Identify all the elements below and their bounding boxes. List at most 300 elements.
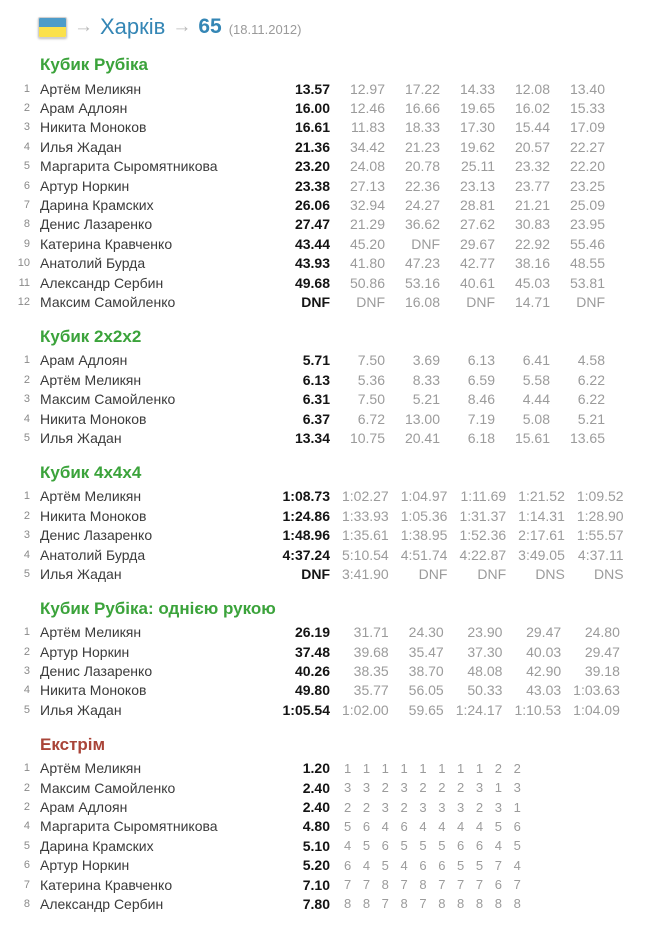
attempt-result: 4:22.87 bbox=[459, 546, 507, 563]
attempt-result: 6.59 bbox=[467, 371, 495, 388]
attempt-result: 1:35.61 bbox=[342, 527, 389, 544]
competitor-name: Артём Меликян bbox=[40, 80, 142, 97]
result-row bbox=[0, 875, 525, 894]
attempt-result: 12.08 bbox=[514, 80, 550, 97]
result-row bbox=[0, 234, 605, 253]
rank: 2 bbox=[23, 102, 30, 115]
attempt-result: 45.03 bbox=[514, 274, 550, 291]
attempt-result: 14.33 bbox=[459, 80, 495, 97]
result-row bbox=[0, 409, 605, 428]
attempt-result: 29.67 bbox=[459, 235, 495, 252]
attempt-result: 22.92 bbox=[514, 235, 550, 252]
attempt-result: 7.50 bbox=[357, 352, 385, 369]
attempt-result: 32.94 bbox=[349, 197, 385, 214]
rank: 10 bbox=[17, 257, 30, 270]
attempt-result: 5.58 bbox=[522, 371, 550, 388]
attempt-result: 15.44 bbox=[514, 119, 550, 136]
attempt-result: 1:52.36 bbox=[459, 527, 507, 544]
attempt-result: 21.29 bbox=[349, 216, 385, 233]
result-row bbox=[0, 370, 605, 389]
flag-yellow-stripe bbox=[39, 27, 66, 37]
competitor-name: Артём Меликян bbox=[40, 760, 142, 777]
attempt-result: 1:03.63 bbox=[573, 682, 620, 699]
rank: 8 bbox=[23, 897, 30, 910]
attempt-result: 14.71 bbox=[514, 293, 550, 310]
average-result: DNF bbox=[301, 565, 330, 582]
competitor-name: Максим Самойленко bbox=[40, 293, 176, 310]
attempt-result: 11.83 bbox=[351, 119, 385, 136]
rank: 5 bbox=[23, 160, 30, 173]
average-result: 23.20 bbox=[294, 158, 330, 175]
attempt-result: 40.61 bbox=[459, 274, 495, 291]
attempt-result: 55.46 bbox=[569, 235, 605, 252]
rank: 5 bbox=[23, 703, 30, 716]
attempt-result: 21.23 bbox=[404, 138, 440, 155]
attempt-result: 12.97 bbox=[349, 80, 385, 97]
attempt-result: 13.00 bbox=[404, 410, 440, 427]
result-row bbox=[0, 564, 624, 583]
average-result: 6.31 bbox=[302, 391, 330, 408]
attempt-result: 53.16 bbox=[404, 274, 440, 291]
competitor-name: Максим Самойленко bbox=[40, 391, 176, 408]
attempt-digits: 4 5 6 5 5 5 6 6 4 5 bbox=[344, 838, 525, 854]
rank: 1 bbox=[23, 490, 30, 503]
rank: 1 bbox=[23, 354, 30, 367]
attempt-result: 23.32 bbox=[514, 158, 550, 175]
attempt-result: 25.11 bbox=[461, 158, 495, 175]
attempt-result: 20.41 bbox=[404, 429, 440, 446]
attempt-result: 3:41.90 bbox=[342, 565, 389, 582]
average-result: 5.71 bbox=[302, 352, 330, 369]
attempt-result: 8.33 bbox=[412, 371, 440, 388]
arrow-icon: → bbox=[172, 16, 192, 37]
competitor-name: Никита Моноков bbox=[40, 410, 147, 427]
attempt-result: 24.80 bbox=[584, 624, 620, 641]
average-result: 26.06 bbox=[294, 197, 330, 214]
average-result: 21.36 bbox=[294, 138, 330, 155]
attempt-result: 31.71 bbox=[353, 624, 389, 641]
attempt-result: 23.25 bbox=[569, 177, 605, 194]
attempt-result: DNF bbox=[411, 235, 440, 252]
result-row bbox=[0, 661, 620, 680]
attempt-result: 17.30 bbox=[459, 119, 495, 136]
attempt-result: 5.36 bbox=[357, 371, 385, 388]
flag-blue-stripe bbox=[39, 18, 66, 28]
competitor-name: Анатолий Бурда bbox=[40, 255, 146, 272]
attempt-result: 16.08 bbox=[404, 293, 440, 310]
attempt-result: 4:51.74 bbox=[400, 546, 448, 563]
average-result: 1:05.54 bbox=[282, 701, 330, 718]
competitor-name: Артём Меликян bbox=[40, 624, 142, 641]
average-result: 23.38 bbox=[294, 177, 330, 194]
attempt-result: 23.95 bbox=[569, 216, 605, 233]
attempt-result: 15.33 bbox=[569, 100, 605, 117]
attempt-result: 5:10.54 bbox=[342, 546, 389, 563]
attempt-result: 20.57 bbox=[514, 138, 550, 155]
attempt-result: 53.81 bbox=[569, 274, 605, 291]
competitor-name: Катерина Кравченко bbox=[40, 235, 173, 252]
rank: 11 bbox=[18, 276, 30, 289]
result-row bbox=[0, 894, 525, 913]
result-row bbox=[0, 273, 605, 292]
attempt-result: 1:55.57 bbox=[576, 527, 624, 544]
attempt-result: 22.27 bbox=[569, 138, 605, 155]
attempt-result: 17.22 bbox=[404, 80, 440, 97]
result-row bbox=[0, 292, 605, 311]
attempt-result: 10.75 bbox=[349, 429, 385, 446]
competitor-name: Илья Жадан bbox=[40, 565, 122, 582]
attempt-result: 21.21 bbox=[514, 197, 550, 214]
average-result: 1:08.73 bbox=[282, 488, 330, 505]
attempt-result: 20.78 bbox=[404, 158, 440, 175]
competitor-name: Никита Моноков bbox=[40, 507, 147, 524]
attempt-result: DNF bbox=[466, 293, 495, 310]
attempt-result: 12.46 bbox=[349, 100, 385, 117]
attempt-result: 38.16 bbox=[514, 255, 550, 272]
attempt-digits: 8 8 7 8 7 8 8 8 8 8 bbox=[344, 896, 525, 912]
results-table bbox=[0, 623, 620, 720]
competitor-name: Маргарита Сыромятникова bbox=[40, 818, 218, 835]
result-row bbox=[0, 506, 624, 525]
attempt-result: 48.08 bbox=[467, 663, 503, 680]
rank: 8 bbox=[23, 218, 30, 231]
rank: 3 bbox=[23, 393, 30, 406]
result-row bbox=[0, 642, 620, 661]
rank: 2 bbox=[23, 645, 30, 658]
attempt-digits: 7 7 8 7 8 7 7 7 6 7 bbox=[344, 877, 525, 893]
average-result: 49.80 bbox=[294, 682, 330, 699]
average-result: 26.19 bbox=[294, 624, 330, 641]
attempt-result: 43.03 bbox=[526, 682, 562, 699]
average-result: 5.20 bbox=[302, 857, 330, 874]
competitor-name: Никита Моноков bbox=[40, 682, 147, 699]
attempt-result: 50.33 bbox=[467, 682, 503, 699]
competition-date: (18.11.2012) bbox=[228, 21, 302, 37]
attempt-result: 24.27 bbox=[404, 197, 440, 214]
attempt-result: DNS bbox=[535, 565, 565, 582]
competitor-name: Арам Адлоян bbox=[40, 352, 128, 369]
result-row bbox=[0, 98, 605, 117]
attempt-result: 6.18 bbox=[467, 429, 495, 446]
results-table bbox=[0, 351, 605, 448]
average-result: 7.10 bbox=[302, 876, 330, 893]
result-row bbox=[0, 759, 525, 778]
attempt-result: 30.83 bbox=[514, 216, 550, 233]
attempt-result: 4.44 bbox=[522, 391, 550, 408]
attempt-result: 27.62 bbox=[459, 216, 495, 233]
competitor-name: Артём Меликян bbox=[40, 488, 142, 505]
attempt-result: 1:04.97 bbox=[400, 488, 448, 505]
competitor-name: Никита Моноков bbox=[40, 119, 147, 136]
attempt-result: 24.30 bbox=[408, 624, 444, 641]
result-row bbox=[0, 545, 624, 564]
attempt-result: 1:02.00 bbox=[342, 701, 389, 718]
rank: 1 bbox=[23, 762, 30, 775]
attempt-result: 37.30 bbox=[467, 643, 503, 660]
average-result: 1.20 bbox=[302, 760, 330, 777]
attempt-result: 6.72 bbox=[357, 410, 385, 427]
attempt-result: 56.05 bbox=[408, 682, 444, 699]
attempt-result: 27.13 bbox=[349, 177, 385, 194]
results-table bbox=[0, 487, 624, 584]
competitor-name: Артур Норкин bbox=[40, 643, 130, 660]
attempt-result: 5.08 bbox=[522, 410, 550, 427]
attempt-result: 17.09 bbox=[569, 119, 605, 136]
attempt-result: DNF bbox=[356, 293, 385, 310]
competitor-name: Артур Норкин bbox=[40, 857, 130, 874]
competitor-name: Александр Сербин bbox=[40, 274, 164, 291]
result-row bbox=[0, 817, 525, 836]
ukraine-flag-icon bbox=[38, 17, 67, 38]
attempt-result: 22.20 bbox=[569, 158, 605, 175]
result-row bbox=[0, 700, 620, 719]
attempt-result: 2:17.61 bbox=[518, 527, 565, 544]
attempt-result: 1:24.17 bbox=[455, 701, 503, 718]
result-row bbox=[0, 856, 525, 875]
attempt-result: 28.81 bbox=[459, 197, 495, 214]
rank: 4 bbox=[23, 412, 30, 425]
attempt-result: 13.65 bbox=[569, 429, 605, 446]
attempt-result: 1:31.37 bbox=[459, 507, 507, 524]
average-result: 1:24.86 bbox=[282, 507, 330, 524]
event-section bbox=[0, 55, 664, 312]
average-result: 49.68 bbox=[294, 274, 330, 291]
attempt-digits: 6 4 5 4 6 6 5 5 7 4 bbox=[344, 857, 525, 873]
attempt-result: 4:37.11 bbox=[577, 546, 624, 563]
rank: 9 bbox=[23, 237, 30, 250]
result-row bbox=[0, 623, 620, 642]
attempt-result: DNF bbox=[418, 565, 448, 582]
attempt-result: 39.68 bbox=[353, 643, 389, 660]
result-row bbox=[0, 215, 605, 234]
average-result: 4:37.24 bbox=[282, 546, 330, 563]
result-row bbox=[0, 254, 605, 273]
city-link[interactable]: Харків bbox=[100, 14, 166, 39]
attempt-digits: 1 1 1 1 1 1 1 1 2 2 bbox=[344, 760, 525, 776]
attempt-result: 42.90 bbox=[526, 663, 562, 680]
attempt-result: 34.42 bbox=[349, 138, 385, 155]
event-section bbox=[0, 735, 664, 914]
competitor-name: Анатолий Бурда bbox=[40, 546, 146, 563]
attempt-result: 3.69 bbox=[412, 352, 440, 369]
attempt-result: 1:09.52 bbox=[576, 488, 624, 505]
rank: 5 bbox=[23, 431, 30, 444]
result-row bbox=[0, 137, 605, 156]
average-result: 4.80 bbox=[302, 818, 330, 835]
arrow-icon: → bbox=[74, 16, 93, 37]
result-row bbox=[0, 487, 624, 506]
result-row bbox=[0, 778, 525, 797]
rank: 5 bbox=[23, 567, 30, 580]
average-result: 2.40 bbox=[302, 799, 330, 816]
attempt-result: 6.22 bbox=[577, 391, 605, 408]
rank: 5 bbox=[23, 839, 30, 852]
attempt-result: 29.47 bbox=[584, 643, 620, 660]
attempt-result: DNS bbox=[594, 565, 624, 582]
rank: 6 bbox=[23, 179, 30, 192]
average-result: 40.26 bbox=[294, 663, 330, 680]
rank: 7 bbox=[23, 878, 30, 891]
attempt-result: 1:11.69 bbox=[460, 488, 507, 505]
attempt-result: DNF bbox=[576, 293, 605, 310]
result-row bbox=[0, 525, 624, 544]
attempt-result: 45.20 bbox=[349, 235, 385, 252]
attempt-result: 8.46 bbox=[467, 391, 495, 408]
event-title[interactable]: Кубик Рубіка bbox=[40, 55, 148, 74]
average-result: 7.80 bbox=[302, 895, 330, 912]
attempt-result: 39.18 bbox=[584, 663, 620, 680]
event-title[interactable]: Екстрім bbox=[40, 734, 106, 754]
attempt-result: 19.65 bbox=[459, 100, 495, 117]
rank: 6 bbox=[23, 859, 30, 872]
rank: 2 bbox=[23, 781, 30, 794]
attempt-result: 1:10.53 bbox=[514, 701, 562, 718]
attempt-result: 1:02.27 bbox=[342, 488, 389, 505]
attempt-result: 16.02 bbox=[514, 100, 550, 117]
event-title[interactable]: Кубик Рубіка: однією рукою bbox=[40, 598, 276, 618]
competition-number-link[interactable]: 65 bbox=[198, 15, 222, 38]
attempt-result: 24.08 bbox=[349, 158, 385, 175]
competitor-name: Илья Жадан bbox=[40, 429, 122, 446]
attempt-result: 47.23 bbox=[404, 255, 440, 272]
attempt-digits: 5 6 4 6 4 4 4 4 5 6 bbox=[344, 818, 525, 834]
attempt-result: 5.21 bbox=[577, 410, 605, 427]
average-result: 6.37 bbox=[302, 410, 330, 427]
attempt-result: 29.47 bbox=[526, 624, 562, 641]
rank: 4 bbox=[23, 548, 30, 561]
rank: 4 bbox=[23, 140, 30, 153]
rank: 7 bbox=[23, 199, 30, 212]
result-row bbox=[0, 176, 605, 195]
result-row bbox=[0, 389, 605, 408]
attempt-result: 59.65 bbox=[408, 701, 444, 718]
competitor-name: Артём Меликян bbox=[40, 371, 142, 388]
average-result: 6.13 bbox=[302, 371, 330, 388]
attempt-result: 22.36 bbox=[404, 177, 440, 194]
competitor-name: Арам Адлоян bbox=[40, 100, 128, 117]
attempt-result: 48.55 bbox=[569, 255, 605, 272]
attempt-result: 23.77 bbox=[514, 177, 550, 194]
attempt-result: 3:49.05 bbox=[518, 546, 565, 563]
attempt-result: 35.47 bbox=[408, 643, 444, 660]
rank: 3 bbox=[23, 121, 30, 134]
rank: 1 bbox=[23, 82, 30, 95]
competitor-name: Александр Сербин bbox=[40, 895, 164, 912]
attempt-digits: 2 2 3 2 3 3 3 2 3 1 bbox=[344, 799, 525, 815]
result-row bbox=[0, 681, 620, 700]
result-row bbox=[0, 195, 605, 214]
results-table bbox=[0, 759, 525, 914]
average-result: 13.57 bbox=[294, 80, 330, 97]
result-row bbox=[0, 797, 525, 816]
attempt-result: 40.03 bbox=[526, 643, 562, 660]
rank: 2 bbox=[23, 373, 30, 386]
result-row bbox=[0, 428, 605, 447]
event-title[interactable]: Кубик 2х2х2 bbox=[40, 326, 142, 346]
result-row bbox=[0, 351, 605, 370]
attempt-result: 7.50 bbox=[357, 391, 385, 408]
rank: 3 bbox=[23, 529, 30, 542]
attempt-result: 41.80 bbox=[349, 255, 385, 272]
rank: 2 bbox=[23, 509, 30, 522]
average-result: 13.34 bbox=[294, 429, 330, 446]
attempt-result: 15.61 bbox=[514, 429, 550, 446]
breadcrumb bbox=[38, 14, 664, 40]
competitor-name: Илья Жадан bbox=[40, 138, 122, 155]
attempt-result: 19.62 bbox=[459, 138, 495, 155]
attempt-result: 42.77 bbox=[459, 255, 495, 272]
competitor-name: Арам Адлоян bbox=[40, 799, 128, 816]
result-row bbox=[0, 157, 605, 176]
average-result: 43.93 bbox=[294, 255, 330, 272]
attempt-digits: 3 3 2 3 2 2 2 3 1 3 bbox=[344, 780, 525, 796]
rank: 1 bbox=[23, 626, 30, 639]
attempt-result: 16.66 bbox=[404, 100, 440, 117]
average-result: 5.10 bbox=[302, 837, 330, 854]
average-result: 16.00 bbox=[294, 100, 330, 117]
competitor-name: Максим Самойленко bbox=[40, 779, 176, 796]
attempt-result: 1:05.36 bbox=[400, 507, 448, 524]
attempt-result: 38.70 bbox=[408, 663, 444, 680]
competitor-name: Денис Лазаренко bbox=[40, 527, 153, 544]
average-result: 16.61 bbox=[294, 119, 330, 136]
rank: 12 bbox=[17, 295, 30, 308]
attempt-result: 23.13 bbox=[459, 177, 495, 194]
result-row bbox=[0, 836, 525, 855]
rank: 4 bbox=[23, 684, 30, 697]
average-result: 2.40 bbox=[302, 779, 330, 796]
event-title[interactable]: Кубик 4х4х4 bbox=[40, 462, 142, 482]
result-row bbox=[0, 79, 605, 98]
competitor-name: Артур Норкин bbox=[40, 177, 130, 194]
attempt-result: DNF bbox=[477, 565, 507, 582]
attempt-result: 1:38.95 bbox=[400, 527, 448, 544]
rank: 2 bbox=[23, 801, 30, 814]
attempt-result: 4.58 bbox=[577, 352, 605, 369]
rank: 4 bbox=[23, 820, 30, 833]
event-section bbox=[0, 599, 664, 720]
attempt-result: 6.13 bbox=[467, 352, 495, 369]
competitor-name: Дарина Крамских bbox=[40, 837, 154, 854]
attempt-result: 23.90 bbox=[467, 624, 503, 641]
competitor-name: Маргарита Сыромятникова bbox=[40, 158, 218, 175]
average-result: 43.44 bbox=[294, 235, 330, 252]
attempt-result: 6.41 bbox=[522, 352, 550, 369]
attempt-result: 38.35 bbox=[353, 663, 389, 680]
attempt-result: 18.33 bbox=[404, 119, 440, 136]
attempt-result: 5.21 bbox=[412, 391, 440, 408]
attempt-result: 36.62 bbox=[404, 216, 440, 233]
competitor-name: Денис Лазаренко bbox=[40, 216, 153, 233]
average-result: 37.48 bbox=[294, 643, 330, 660]
attempt-result: 7.19 bbox=[467, 410, 495, 427]
attempt-result: 1:04.09 bbox=[573, 701, 620, 718]
attempt-result: 35.77 bbox=[353, 682, 389, 699]
attempt-result: 1:14.31 bbox=[518, 507, 565, 524]
competitor-name: Денис Лазаренко bbox=[40, 663, 153, 680]
average-result: DNF bbox=[301, 293, 330, 310]
attempt-result: 25.09 bbox=[569, 197, 605, 214]
results bbox=[0, 55, 664, 914]
attempt-result: 1:28.90 bbox=[576, 507, 624, 524]
average-result: 1:48.96 bbox=[282, 527, 330, 544]
rank: 3 bbox=[23, 665, 30, 678]
average-result: 27.47 bbox=[294, 216, 330, 233]
competitor-name: Илья Жадан bbox=[40, 701, 122, 718]
competitor-name: Катерина Кравченко bbox=[40, 876, 173, 893]
attempt-result: 6.22 bbox=[577, 371, 605, 388]
attempt-result: 1:21.52 bbox=[518, 488, 565, 505]
